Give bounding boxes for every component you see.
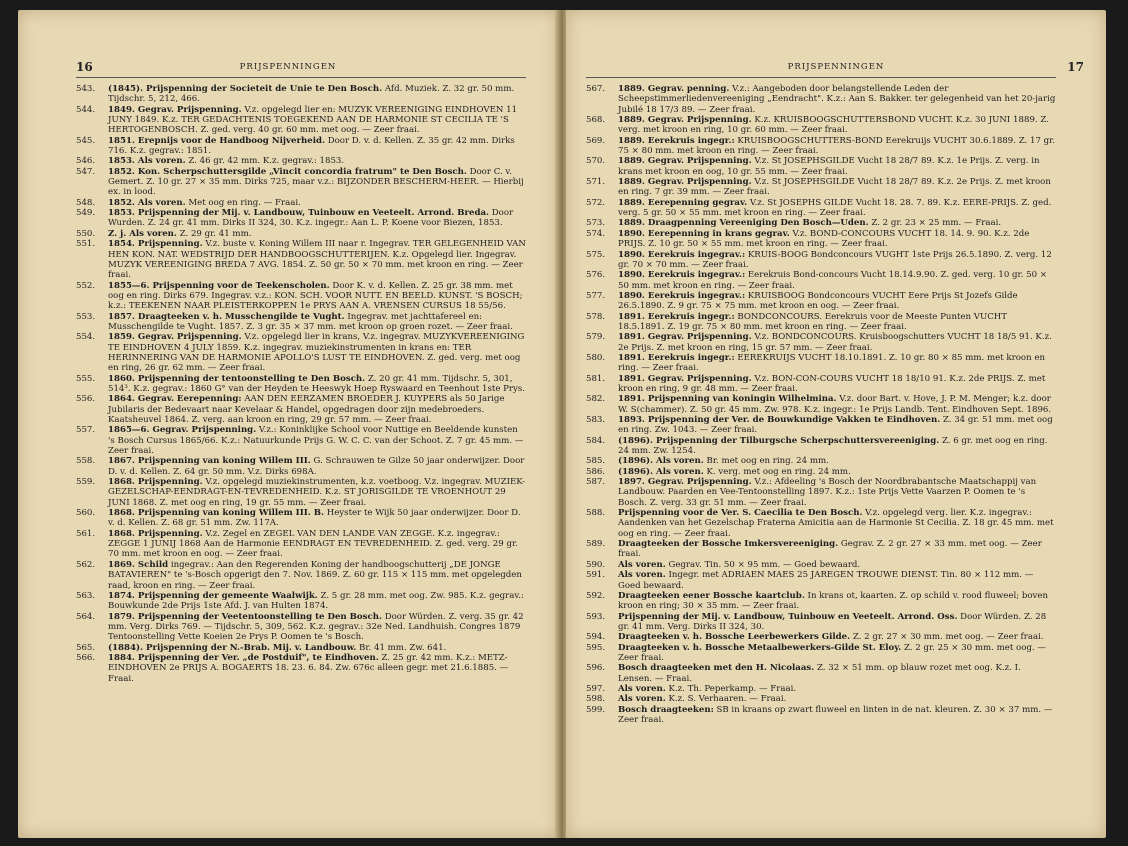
entry-title: Als voren. <box>618 559 666 570</box>
entry-number: 574. <box>586 228 606 239</box>
catalogue-entry <box>76 84 526 105</box>
catalogue-entry <box>76 229 526 239</box>
catalogue-entry <box>76 477 526 508</box>
entry-number: 579. <box>586 332 606 343</box>
entry-number: 572. <box>586 197 606 208</box>
entry-number: 598. <box>586 694 606 705</box>
entry-number: 599. <box>586 704 606 715</box>
entry-title: Z. j. Als voren. <box>108 228 177 239</box>
entry-description: V.z. buste v. Koning Willem III naar r. Ingegrav. TER GELEGENHEID VAN HEN KON. NAT. WEDSTRIJD DER HANDBOOGSCHUTTERIJEN. K.z. Opgelegd lier. Ingegrav. MUZYK VEREENIGING BREDA 7 AVG. 1854. Z. 50 gr. 50 × 70 mm. met kroon en ring. — Zeer fraai. <box>108 239 526 281</box>
entry-title: 1890. Eerekruis ingegrav.: <box>618 249 746 260</box>
entry-title: 1891. Gegrav. Prijspenning. <box>618 373 752 384</box>
entry-title: (1884). Prijspenning der N.-Brab. Mij. v. Landbouw. <box>108 642 357 653</box>
catalogue-entry <box>586 394 1056 415</box>
entry-title: 1874. Prijspenning der gemeente Waalwijk. <box>108 590 318 601</box>
entry-title: 1857. Draagteeken v. h. Musschengilde te Vught. <box>108 311 345 322</box>
entry-number: 590. <box>586 559 606 570</box>
right-page-header <box>566 60 1106 78</box>
catalogue-entry <box>586 198 1056 219</box>
entry-number: 594. <box>586 632 606 643</box>
entry-title: 1867. Prijspenning van koning Willem III. <box>108 456 311 467</box>
catalogue-entry <box>586 705 1056 726</box>
entry-description: Br. 41 mm. Zw. 641. <box>356 642 447 653</box>
page-number: 16 <box>76 60 93 74</box>
entry-description: V.z. door Bart. v. Hove, J. P. M. Menger; k.z. door W. S(chammer). Z. 50 gr. 45 mm. Zw. 978. K.z. ingegr.: 1e Prijs Landb. Tent. Eindhoven Sept. 1896. <box>618 394 1052 415</box>
entry-title: 1860. Prijspenning der tentoonstelling te Den Bosch. <box>108 373 366 384</box>
entry-title: Als voren. <box>618 694 666 705</box>
catalogue-entry <box>76 332 526 373</box>
entry-title: Draagteeken v. h. Bossche Metaalbewerkers-Gilde St. Eloy. <box>618 642 902 653</box>
entry-number: 595. <box>586 642 606 653</box>
catalogue-entry <box>76 591 526 612</box>
entry-number: 552. <box>76 280 96 291</box>
entry-number: 557. <box>76 425 96 436</box>
entry-number: 566. <box>76 652 96 663</box>
entry-title: 1868. Prijspenning. <box>108 477 203 488</box>
entry-title: Prijspenning der Mij. v. Landbouw, Tuinbouw en Veeteelt. Arrond. Oss. <box>618 611 958 622</box>
catalogue-entry <box>586 332 1056 353</box>
catalogue-entry <box>586 539 1056 560</box>
catalogue-entry <box>586 694 1056 704</box>
catalogue-entry <box>586 436 1056 457</box>
entry-description: Z. 20 gr. 41 mm. Tijdschr. 5, 301, 514³. K.z. gegrav.: 1860 G° van der Heyden te Heeswyk Hoep Ryswaard en Teenhout 1ste Prys. <box>108 373 526 394</box>
entry-description: K.z. Th. Peperkamp. — Fraai. <box>665 683 797 694</box>
left-page <box>18 10 558 838</box>
catalogue-entry <box>76 281 526 312</box>
entry-description: Door Würden. Z. verg. 35 gr. 42 mm. Verg. Dirks 769. — Tijdschr. 5, 309, 562. K.z. gegrav.: 32e Ned. Landhuish. Congres 1879 Tentoonstelling Vette Koeien 2e Prys P. Oomen te 's Bosch. <box>108 611 524 643</box>
entry-description: Door C. v. Gemert. Z. 10 gr. 27 × 35 mm. Dirks 725, maar v.z.: BIJZONDER BESCHERM-HEER. — Hierbij ex. in lood. <box>108 166 524 198</box>
catalogue-entry <box>586 560 1056 570</box>
entry-title: 1889. Gegrav. Prijspenning. <box>618 177 752 188</box>
entry-number: 560. <box>76 508 96 519</box>
entry-description: Br. met oog en ring. 24 mm. <box>703 456 829 467</box>
entry-description: Z. 2 gr. 23 × 25 mm. — Fraai. <box>868 218 1002 229</box>
entry-number: 555. <box>76 373 96 384</box>
catalogue-entry <box>76 239 526 280</box>
catalogue-entry <box>76 643 526 653</box>
entry-description: K. verg. met oog en ring. 24 mm. <box>703 466 851 477</box>
entry-number: 578. <box>586 311 606 322</box>
catalogue-entry <box>586 156 1056 177</box>
catalogue-entry <box>76 136 526 157</box>
entry-number: 550. <box>76 228 96 239</box>
entry-description: SB in kraans op zwart fluweel en linten in de nat. kleuren. Z. 30 × 37 mm. — Zeer fraai. <box>618 704 1053 725</box>
entry-number: 597. <box>586 683 606 694</box>
entry-description: Heyster te Wijk 50 jaar onderwijzer. Door D. v. d. Kellen. Z. 68 gr. 51 mm. Zw. 117A. <box>108 508 521 529</box>
entry-title: 1890. Eerekruis ingegrav.: <box>618 290 746 301</box>
entry-title: Als voren. <box>618 570 666 581</box>
entry-description: Z. 34 gr. 51 mm. met oog en ring. Zw. 1043. — Zeer fraai. <box>618 415 1053 436</box>
entry-description: V.z.: Aangeboden door belangstellende Leden der Scheepstimmerliedenvereeniging „Eendracht". K.z.: Aan S. Bakker. ter gelegenheid van het 20-jarig Jubilé 18 17/3 89. — Zeer fraai. <box>618 84 1056 115</box>
left-page-header <box>18 60 558 78</box>
entry-number: 592. <box>586 590 606 601</box>
entry-title: 1889. Gegrav. Prijspenning. <box>618 156 752 167</box>
entry-title: Draagteeken v. h. Bossche Leerbewerkers Gilde. <box>618 632 851 643</box>
entry-number: 554. <box>76 332 96 343</box>
catalogue-entry <box>76 653 526 684</box>
entry-number: 544. <box>76 104 96 115</box>
catalogue-entry <box>586 291 1056 312</box>
header-rule <box>76 77 526 78</box>
entry-title: 1868. Prijspenning van koning Willem III. B. <box>108 508 324 519</box>
entry-title: 1853. Als voren. <box>108 156 186 167</box>
entry-description: In krans ot, kaarten. Z. op schild v. rood fluweel; boven kroon en ring; 30 × 35 mm. — Zeer fraai. <box>618 590 1048 612</box>
catalogue-entry <box>586 115 1056 136</box>
catalogue-entry <box>586 684 1056 694</box>
catalogue-entry <box>586 632 1056 642</box>
catalogue-entry <box>586 467 1056 477</box>
entry-description: Gegrav. Tin. 50 × 95 mm. — Goed bewaard. <box>665 559 861 570</box>
catalogue-entry <box>586 591 1056 612</box>
entry-title: Bosch draagteeken: <box>618 704 714 715</box>
entry-number: 589. <box>586 539 606 550</box>
entry-description: K.z. KRUISBOOGSCHUTTERSBOND VUCHT. K.z. 30 JUNI 1889. Z. verg. met kroon en ring, 10 gr. 60 mm. — Zeer fraai. <box>618 115 1049 136</box>
entry-title: Bosch draagteeken met den H. Nicolaas. <box>618 663 815 674</box>
catalogue-entry <box>586 643 1056 664</box>
entry-title: 1884. Prijspenning der Ver. „de Postduif", te Eindhoven. <box>108 652 379 663</box>
entry-description: Afd. Muziek. Z. 32 gr. 50 mm. Tijdschr. 5, 212, 466. <box>108 84 515 105</box>
running-title: PRIJSPENNINGEN <box>239 62 337 72</box>
catalogue-entry <box>76 198 526 208</box>
catalogue-entry <box>76 456 526 477</box>
entry-description: V.z. St JOSEPHSGILDE Vucht 18 28/7 89. K.z. 2e Prijs. Z. met kroon en ring. 7 gr. 39 mm. — Zeer fraai. <box>618 177 1051 198</box>
entry-number: 581. <box>586 373 606 384</box>
catalogue-entry <box>76 208 526 229</box>
entry-title: 1891. Eerekruis ingegr.: <box>618 352 735 363</box>
entry-number: 558. <box>76 456 96 467</box>
catalogue-entry <box>586 570 1056 591</box>
entry-description: Door D. v. d. Kellen. Z. 35 gr. 42 mm. Dirks 716. K.z. gegrav.: 1851. <box>108 135 515 157</box>
entry-title: (1896). Als voren. <box>618 456 704 467</box>
entry-title: 1869. Schild <box>108 559 169 570</box>
entry-description: KRUISBOOGSCHUTTERS-BOND Eerekruijs VUCHT 30.6.1889. Z. 17 gr. 75 × 80 mm. met kroon en ring. — Zeer fraai. <box>618 135 1056 157</box>
entry-number: 571. <box>586 177 606 188</box>
entry-description: BONDCONCOURS. Eerekruis voor de Meeste Punten VUCHT 18.5.1891. Z. 19 gr. 75 × 80 mm. met kroon en ring. — Zeer fraai. <box>618 311 1008 332</box>
entry-number: 546. <box>76 156 96 167</box>
catalogue-entry <box>586 84 1056 115</box>
catalogue-entry <box>586 229 1056 250</box>
entry-number: 582. <box>586 394 606 405</box>
entry-title: 1889. Eerekruis ingegr.: <box>618 135 735 146</box>
entry-title: 1853. Prijspenning der Mij. v. Landbouw, Tuinbouw en Veeteelt. Arrond. Breda. <box>108 208 490 219</box>
entry-number: 569. <box>586 135 606 146</box>
entry-description: K.z. S. Verhaaren. — Fraai. <box>665 694 787 705</box>
entry-title: 1851. Erepnijs voor de Handboog Nijverheid. <box>108 135 325 146</box>
right-page <box>566 10 1106 838</box>
entry-description: Z. 5 gr. 28 mm. met oog. Zw. 985. K.z. gegrav.: Bouwkunde 2de Prijs 1ste Afd. J. van Hulten 1874. <box>108 590 524 612</box>
entry-title: 1889. Draagpenning Vereeniging Den Bosch—Uden. <box>618 218 869 229</box>
catalogue-entry <box>76 105 526 136</box>
catalogue-entry <box>76 374 526 395</box>
entry-number: 562. <box>76 559 96 570</box>
header-rule <box>586 77 1056 78</box>
entry-number: 587. <box>586 477 606 488</box>
entry-title: 1891. Prijspenning van koningin Wilhelmina. <box>618 394 837 405</box>
catalogue-entry <box>586 250 1056 271</box>
entry-number: 586. <box>586 466 606 477</box>
entry-title: 1893. Prijspenning der Ver. de Bouwkundige Vakken te Eindhoven. <box>618 415 941 425</box>
catalogue-entry <box>586 353 1056 374</box>
entry-number: 591. <box>586 570 606 581</box>
entry-description: V.z. Zegel en ZEGEL VAN DEN LANDE VAN ZEGGE. K.z. ingegrav.: ZEGGE 1 JUNIJ 1868 Aan de Harmonie EENDRAGT EN TEVREDENHEID. Z. ged. verg. 29 gr. 70 mm. met kroon en oog. — Zeer fraai. <box>108 528 518 560</box>
entry-title: 1890. Eerepenning in krans gegrav. <box>618 228 790 239</box>
catalogue-entry <box>586 270 1056 291</box>
catalogue-entry <box>76 529 526 560</box>
entry-number: 593. <box>586 611 606 622</box>
entry-title: 1891. Eerekruis ingegr.: <box>618 311 735 322</box>
entry-description: Z. 6 gr. met oog en ring. 24 mm. Zw. 1254. <box>618 435 1048 457</box>
catalogue-entry <box>586 477 1056 508</box>
entry-description: AAN DEN EERZAMEN BROEDER J. KUYPERS als 50 Jarige Jubilaris der Bedevaart naar Kevelaar & Handel, opgedragen door zijn medebroeders. Kaatsheuvel 1864. Z. verg. aan kroon en ring, 29 gr. 57 mm. — Zeer fraai. <box>108 394 505 425</box>
entry-number: 565. <box>76 642 96 653</box>
entry-description: Door Wurden. Z. 24 gr. 41 mm. Dirks II 324, 30. K.z. ingegr.: Aan L. P. Koene voor Biezen, 1853. <box>108 208 514 229</box>
entry-title: 1852. Kon. Scherpschuttersgilde „Vincit concordia fratrum" te Den Bosch. <box>108 166 467 177</box>
entry-number: 584. <box>586 435 606 446</box>
entry-number: 563. <box>76 590 96 601</box>
entry-number: 561. <box>76 528 96 539</box>
catalogue-entry <box>76 612 526 643</box>
entry-description: V.z. opgelegd verg. lier. K.z. ingegrav.: Aandenken van het Gezelschap Fraterna Amicitia aan de Harmonie St Cecilia. Z. 18 gr. 45 mm. met oog en ring. — Zeer fraai. <box>618 508 1054 539</box>
catalogue-entry <box>586 136 1056 157</box>
entry-description: V.z. opgelegd muziekinstrumenten, k.z. voetboog. V.z. ingegrav. MUZIEK-GEZELSCHAP-EENDRAGT-EN-TEVREDENHEID. K.z. ST JORISGILDE TE VROENHOUT 29 JUNI 1868. Z. met oog en ring, 19 gr. 55 mm. — Zeer fraai. <box>108 477 525 508</box>
entry-number: 570. <box>586 156 606 167</box>
entry-number: 568. <box>586 115 606 126</box>
entry-title: Draagteeken der Bossche Imkersvereeniging. <box>618 539 839 550</box>
entry-title: (1896). Als voren. <box>618 466 704 477</box>
entry-number: 585. <box>586 456 606 467</box>
entry-description: KRUIS-BOOG Bondconcours VUGHT 1ste Prijs 26.5.1890. Z. verg. 12 gr. 70 × 70 mm. — Zeer fraai. <box>618 249 1052 270</box>
catalogue-entry <box>76 508 526 529</box>
entry-title: 1879. Prijspenning der Veetentoonstelling te Den Bosch. <box>108 611 382 622</box>
catalogue-entry <box>586 312 1056 333</box>
entry-number: 577. <box>586 290 606 301</box>
entry-title: Prijspenning voor de Ver. S. Caecilia te Den Bosch. <box>618 508 863 519</box>
running-title: PRIJSPENNINGEN <box>787 62 885 72</box>
entry-title: 1864. Gegrav. Eerepenning: <box>108 394 242 405</box>
catalogue-entry <box>76 560 526 591</box>
entry-title: 1849. Gegrav. Prijspenning. <box>108 104 242 115</box>
entry-title: 1890. Eerekruis ingegrav.: <box>618 270 746 281</box>
entry-number: 549. <box>76 208 96 219</box>
entry-description: Door Würden. Z. 28 gr. 41 mm. Verg. Dirks II 324, 30. <box>618 611 1047 632</box>
right-page-body <box>586 84 1056 725</box>
entry-number: 564. <box>76 611 96 622</box>
entry-number: 553. <box>76 311 96 322</box>
entry-number: 576. <box>586 270 606 281</box>
entry-description: Z. 29 gr. 41 mm. <box>176 228 252 239</box>
entry-description: Z. 32 × 51 mm. op blauw rozet met oog. K.z. I. Lensen. — Fraai. <box>618 663 1021 684</box>
entry-title: 1865—6. Gegrav. Prijspenning. <box>108 425 257 436</box>
entry-title: Als voren. <box>618 683 666 694</box>
entry-description: V.z. St JOSEPHS GILDE Vucht 18. 28. 7. 89. K.z. EERE-PRIJS. Z. ged. verg. 5 gr. 50 × 55 mm. met kroon en ring. — Zeer fraai. <box>618 197 1052 219</box>
catalogue-entry <box>76 425 526 456</box>
entry-title: (1845). Prijspenning der Societeit de Unie te Den Bosch. <box>108 84 383 94</box>
entry-description: V.z.: Koninklijke School voor Nuttige en Beeldende kunsten 's Bosch Cursus 1865/66. K.z.: Natuurkunde Prijs G. W. C. C. van der Schoot. Z. 7 gr. 45 mm. — Zeer fraai. <box>108 425 524 457</box>
entry-description: V.z. St JOSEPHSGILDE Vucht 18 28/7 89. K.z. 1e Prijs. Z. verg. in krans met kroon en oog, 10 gr. 55 mm. — Zeer fraai. <box>618 156 1040 177</box>
entry-description: ingegrav.: Aan den Regerenden Koning der handboogschutterij „DE JONGE BATAVIEREN" te 's-Bosch opgerigt den 7. Nov. 1869. Z. 60 gr. 115 × 115 mm. met opgelegden raad, kroon en ring. — Zeer fraai. <box>108 559 522 591</box>
entry-description: V.z.: Afdeeling 's Bosch der Noordbrabantsche Maatschappij van Landbouw. Paarden en Vee-Tentoonstelling 1897. K.z.: 1ste Prijs Vette Vaarzen P. Oomen te 's Bosch. Z. verg. 33 gr. 51 mm. — Zeer fraai. <box>618 477 1037 508</box>
left-page-body <box>76 84 526 684</box>
entry-description: Z. 2 gr. 25 × 30 mm. met oog. — Zeer fraai. <box>618 642 1046 663</box>
entry-description: Z. 46 gr. 42 mm. K.z. gegrav.: 1853. <box>185 156 345 167</box>
entry-title: 1889. Eerepenning gegrav. <box>618 197 748 208</box>
entry-number: 556. <box>76 394 96 405</box>
entry-description: V.z. BOND-CONCOURS VUCHT 18. 14. 9. 90. K.z. 2de PRIJS. Z. 10 gr. 50 × 55 mm. met kroon en ring. — Zeer fraai. <box>618 228 1030 250</box>
entry-description: Ingegr. met ADRIAEN MAES 25 JAREGEN TROUWE DIENST. Tin. 80 × 112 mm. — Goed bewaard. <box>618 570 1034 591</box>
entry-title: (1896). Prijspenning der Tilburgsche Scherpschuttersvereeniging. <box>618 435 940 446</box>
catalogue-entry <box>586 218 1056 228</box>
entry-description: EEREKRUIJS VUCHT 18.10.1891. Z. 10 gr. 80 × 85 mm. met kroon en ring. — Zeer fraai. <box>618 352 1045 374</box>
entry-description: Door K. v. d. Kellen. Z. 25 gr. 38 mm. met oog en ring. Dirks 679. Ingegrav. v.z.: KON. SCH. VOOR NUTT. EN BEELD. KUNST. 'S BOSCH; k.z.: TEEKENEN NAAR PLEISTERKOPPEN 1e PRYS AAN A. VRENSEN CURSUS 18 55/56. <box>108 280 523 312</box>
catalogue-entry <box>76 156 526 166</box>
entry-number: 547. <box>76 166 96 177</box>
entry-title: 1855—6. Prijspenning voor de Teekenscholen. <box>108 280 330 291</box>
entry-number: 543. <box>76 84 96 94</box>
entry-number: 545. <box>76 135 96 146</box>
entry-number: 596. <box>586 663 606 674</box>
entry-title: 1868. Prijspenning. <box>108 528 203 539</box>
entry-title: 1854. Prijspenning. <box>108 239 203 250</box>
entry-number: 548. <box>76 197 96 208</box>
entry-description: V.z. BON-CON-COURS VUCHT 18 18/10 91. K.z. 2de PRIJS. Z. met kroon en ring, 9 gr. 48 mm. — Zeer fraai. <box>618 373 1046 394</box>
entry-number: 580. <box>586 352 606 363</box>
entry-number: 567. <box>586 84 606 94</box>
entry-number: 588. <box>586 508 606 519</box>
catalogue-entry <box>76 312 526 333</box>
entry-title: 1897. Gegrav. Prijspenning. <box>618 477 752 488</box>
catalogue-entry <box>586 663 1056 684</box>
entry-description: KRUISBOOG Bondconcours VUCHT Eere Prijs St Jozefs Gilde 26.5.1890. Z. 9 gr. 75 × 75 mm. met kroon en oog. — Zeer fraai. <box>618 290 1018 312</box>
entry-description: G. Schrauwen te Gilze 50 jaar onderwijzer. Door D. v. d. Kellen. Z. 64 gr. 50 mm. V.z. Dirks 698A. <box>108 456 525 477</box>
entry-description: Z. 2 gr. 27 × 30 mm. met oog. — Zeer fraai. <box>850 632 1044 643</box>
entry-description: V.z. opgelegd lier en: MUZYK VEREENIGING EINDHOVEN 11 JUNY 1849. K.z. TER GEDACHTENIS TOEGEKEND AAN DE HARMONIE ST CECILIA TE 'S HERTOGENBOSCH. Z. ged. verg. 40 gr. 60 mm. met oog. — Zeer fraai. <box>108 104 518 136</box>
catalogue-entry <box>586 374 1056 395</box>
catalogue-entry <box>76 167 526 198</box>
entry-title: 1852. Als voren. <box>108 197 186 208</box>
catalogue-entry <box>586 456 1056 466</box>
entry-title: Draagteeken eener Bossche kaartclub. <box>618 590 805 601</box>
catalogue-entry <box>586 612 1056 633</box>
entry-number: 559. <box>76 477 96 488</box>
entry-description: Gegrav. Z. 2 gr. 27 × 33 mm. met oog. — Zeer fraai. <box>618 539 1042 560</box>
entry-description: V.z. opgelegd lier in krans, V.z. ingegrav. MUZYKVEREENIGING TE EINDHOVEN 4 JULY 1859. K.z. ingegrav. muziekinstrumenten in krans en: TER HERINNERING VAN DE HARMONIE APOLLO'S LUST TE EINDHOVEN. Z. ged. verg. met oog en ring, 26 gr. 62 mm. — Zeer fraai. <box>108 332 525 374</box>
page-number: 17 <box>1067 60 1084 74</box>
catalogue-entry <box>586 177 1056 198</box>
entry-description: Met oog en ring. — Fraai. <box>185 197 301 208</box>
entry-title: 1889. Gegrav. penning. <box>618 84 730 94</box>
entry-description: V.z. BONDCONCOURS. Kruisboogschutters VUCHT 18 18/5 91. K.z. 2e Prijs. Z. met kroon en ring, 15 gr. 57 mm. — Zeer fraai. <box>618 332 1052 353</box>
entry-number: 573. <box>586 218 606 229</box>
entry-title: 1859. Gegrav. Prijspenning. <box>108 332 242 343</box>
entry-description: Ingegrav. met jachttafereel en: Musschengilde te Vught. 1857. Z. 3 gr. 35 × 37 mm. met kroon op groen rozet. — Zeer fraai. <box>108 311 513 332</box>
entry-description: Eerekruis Bond-concours Vucht 18.14.9.90. Z. ged. verg. 10 gr. 50 × 50 mm. met kroon en ring. — Zeer fraai. <box>618 270 1048 291</box>
entry-title: 1889. Gegrav. Prijspenning. <box>618 115 752 126</box>
catalogue-entry <box>586 508 1056 539</box>
entry-title: 1891. Gegrav. Prijspenning. <box>618 332 752 343</box>
entry-number: 575. <box>586 249 606 260</box>
entry-number: 551. <box>76 239 96 250</box>
catalogue-entry <box>76 394 526 425</box>
entry-description: Z. 25 gr. 42 mm. K.z.: METZ-EINDHOVEN 2e PRIJS A. BOGAERTS 18. 23. 6. 84. Zw. 676c alleen gegr. met 21.6.1885. — Fraai. <box>108 652 509 684</box>
catalogue-entry <box>586 415 1056 436</box>
entry-number: 583. <box>586 415 606 425</box>
